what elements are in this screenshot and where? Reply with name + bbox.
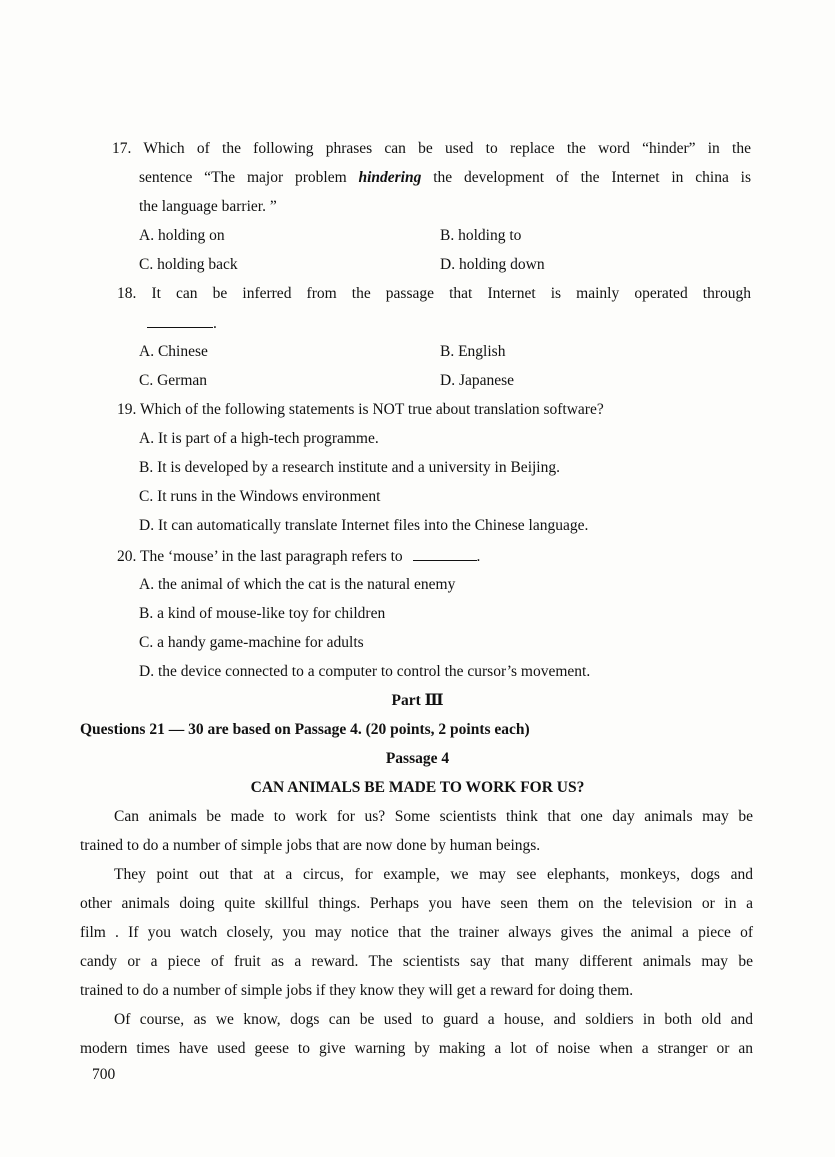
q18-option-d: D. Japanese <box>440 372 515 389</box>
q19-number: 19. <box>117 401 137 418</box>
blank-line <box>413 546 477 561</box>
section-instruction: Questions 21 — 30 are based on Passage 4. (20 points, 2 points each) <box>80 721 530 738</box>
passage-title: CAN ANIMALS BE MADE TO WORK FOR US? <box>250 779 585 796</box>
q18-number: 18. <box>117 285 137 302</box>
q20-option-d: D. the device connected to a computer to control the cursor’s movement. <box>139 663 591 680</box>
keyword-hindering: hindering <box>358 169 422 186</box>
passage-p2-line3: film . If you watch closely, you may notice that the trainer always gives the animal a piece of <box>80 924 753 941</box>
q20-option-b: B. a kind of mouse-like toy for children <box>139 605 386 622</box>
q20-stem: 20. The ‘mouse’ in the last paragraph refers to . <box>117 548 481 565</box>
q20-option-c: C. a handy game-machine for adults <box>139 634 364 651</box>
passage-p2-line5: trained to do a number of simple jobs if they know they will get a reward for doing them. <box>80 982 634 999</box>
q19-option-b: B. It is developed by a research institute and a university in Beijing. <box>139 459 560 476</box>
passage-label: Passage 4 <box>385 750 450 767</box>
q20-number: 20. <box>117 548 137 565</box>
passage-p3-line2: modern times have used geese to give warning by making a lot of noise when a stranger or an <box>80 1040 753 1057</box>
q18-option-c: C. German <box>139 372 208 389</box>
passage-p2-line2: other animals doing quite skillful things. Perhaps you have seen them on the television or in a <box>80 895 753 912</box>
q17-stem-line3: the language barrier. ” <box>139 198 277 215</box>
q19-option-a: A. It is part of a high-tech programme. <box>139 430 379 447</box>
passage-p1-line1: Can animals be made to work for us? Some scientists think that one day animals may be <box>114 808 753 825</box>
q17-stem-line2: sentence “The major problem hindering the development of the Internet in china is <box>139 169 751 186</box>
blank-line <box>147 313 213 328</box>
q20-option-a: A. the animal of which the cat is the natural enemy <box>139 576 456 593</box>
q17-number: 17. <box>112 140 132 157</box>
q17-option-c: C. holding back <box>139 256 238 273</box>
q18-option-b: B. English <box>440 343 506 360</box>
q19-option-c: C. It runs in the Windows environment <box>139 488 381 505</box>
passage-p2-line4: candy or a piece of fruit as a reward. The scientists say that many different animals may be <box>80 953 753 970</box>
page-number: 700 <box>92 1066 116 1083</box>
q17-option-a: A. holding on <box>139 227 225 244</box>
q19-option-d: D. It can automatically translate Internet files into the Chinese language. <box>139 517 589 534</box>
q19-stem: 19. Which of the following statements is NOT true about translation software? <box>117 401 604 418</box>
passage-p1-line2: trained to do a number of simple jobs that are now done by human beings. <box>80 837 541 854</box>
passage-p2-line1: They point out that at a circus, for example, we may see elephants, monkeys, dogs and <box>114 866 753 883</box>
q18-answer-blank: . <box>147 313 217 334</box>
q18-option-a: A. Chinese <box>139 343 208 360</box>
q17-option-b: B. holding to <box>440 227 522 244</box>
part-heading: Part Ⅲ <box>391 692 444 709</box>
q17-option-d: D. holding down <box>440 256 545 273</box>
q18-stem-line1: 18. It can be inferred from the passage that Internet is mainly operated through <box>117 285 752 302</box>
q17-stem-line1: 17. Which of the following phrases can be used to replace the word “hinder” in the <box>112 140 751 157</box>
passage-p3-line1: Of course, as we know, dogs can be used to guard a house, and soldiers in both old and <box>114 1011 753 1028</box>
